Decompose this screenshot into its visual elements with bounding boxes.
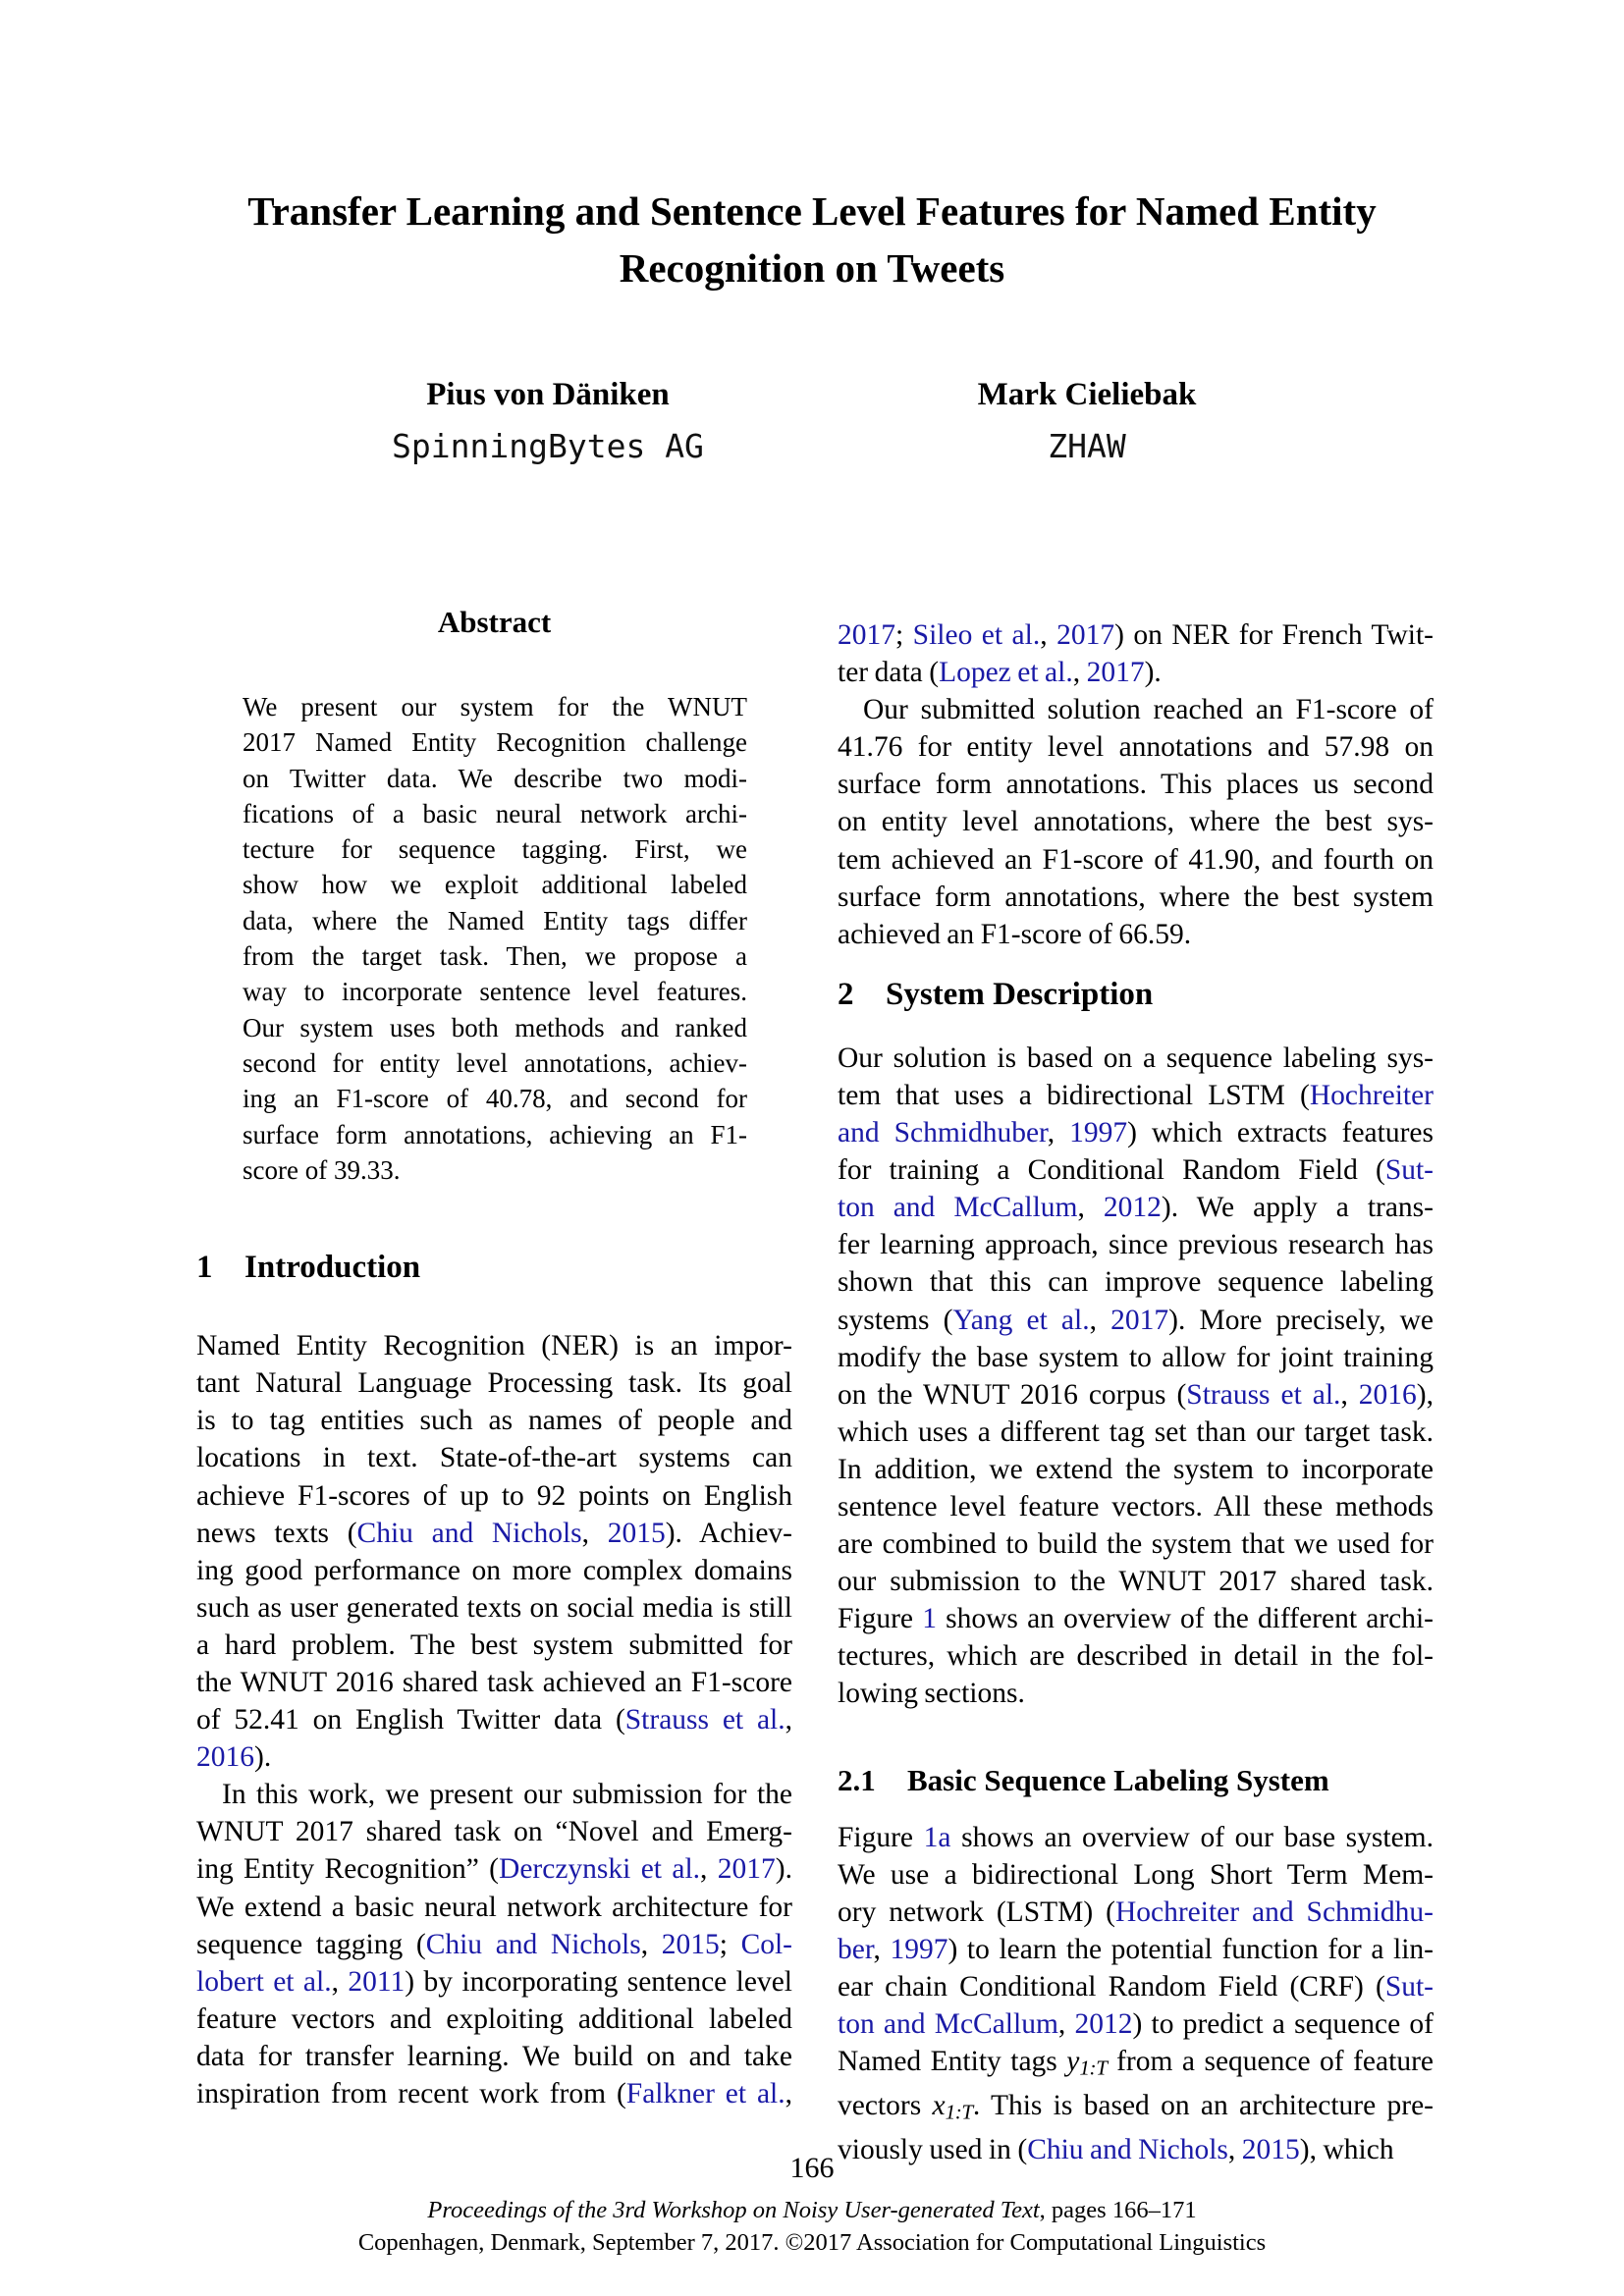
author-name: Mark Cieliebak [977, 377, 1197, 412]
text-line [838, 803, 1434, 840]
text-span: fer learning approach, since previous research has [838, 1229, 1434, 1261]
text-line [838, 1189, 1434, 1226]
text-span: ) which extracts features [1127, 1117, 1434, 1149]
text-span: achieve F1-scores of up to 92 points on English [196, 1479, 792, 1512]
section-number: 1 [196, 1250, 213, 1286]
text-span: In this work, we present our submission for the [222, 1779, 792, 1811]
citation-link[interactable]: Falkner et al. [625, 2078, 785, 2110]
section-heading-system-description [838, 974, 1434, 1015]
section-title: Introduction [244, 1250, 421, 1286]
text-span: shows an overview of the different archi- [936, 1603, 1434, 1635]
text-span: fications of a basic neural network archi- [243, 798, 747, 828]
text-line [196, 1327, 792, 1364]
text-span: surface form annotations, where the best system [838, 881, 1434, 913]
section-number: 2 [838, 976, 854, 1012]
text-line [196, 2075, 792, 2112]
text-line [196, 2001, 792, 2038]
citation-link[interactable]: Chiu and Nichols [356, 1517, 582, 1549]
text-line [838, 1819, 1434, 1856]
text-span: , [1040, 619, 1057, 651]
citation-link[interactable]: and Schmidhuber [838, 1117, 1048, 1149]
text-span: , [1077, 1192, 1104, 1224]
text-span: . This is based on an architecture pre- [972, 2089, 1434, 2121]
subsection-number: 2.1 [838, 1762, 876, 1797]
left-column [196, 604, 792, 2112]
text-span: show how we exploit additional labeled [243, 870, 747, 900]
text-line [838, 1563, 1434, 1600]
text-span: vectors [838, 2089, 933, 2121]
citation-link[interactable]: 2011 [348, 1965, 406, 1998]
text-span: , [1227, 2133, 1242, 2165]
citation-link[interactable]: 1 [922, 1603, 937, 1635]
section-title: System Description [886, 976, 1154, 1012]
text-line [838, 1263, 1434, 1301]
abstract-body [196, 689, 792, 1188]
footer-copyright-line: Copenhagen, Denmark, September 7, 2017. ©2017 Association for Computational Linguistics [357, 2229, 1267, 2256]
text-line [838, 1077, 1434, 1114]
text-span: 1:T [945, 2100, 973, 2124]
text-span: such as user generated texts on social media is still [196, 1591, 792, 1624]
text-span: Our submitted solution reached an F1-score of [863, 694, 1434, 726]
results-paragraph [838, 691, 1434, 953]
text-line [196, 1738, 792, 1776]
citation-link[interactable]: Strauss et al. [1186, 1378, 1341, 1411]
citation-link[interactable]: 2015 [1241, 2133, 1300, 2165]
text-span: , [581, 1517, 608, 1549]
text-span: We extend a basic neural network architecture for [196, 1891, 792, 1923]
text-span: way to incorporate sentence level features. [243, 977, 747, 1007]
text-span: We present our system for the WNUT [243, 692, 747, 721]
text-span: ter data ( [838, 657, 940, 689]
text-span: systems ( [838, 1304, 953, 1336]
citation-link[interactable]: lobert et al. [196, 1965, 332, 1998]
citation-link[interactable]: 2017 [838, 619, 895, 651]
text-span: , [1057, 2008, 1075, 2040]
text-span: ; [719, 1928, 741, 1960]
intro-paragraph-2-continuation [838, 616, 1434, 691]
text-span: Figure [838, 1821, 924, 1853]
text-line [838, 1675, 1434, 1712]
text-span: tectures, which are described in detail in the fol- [838, 1640, 1434, 1673]
text-line [838, 728, 1434, 766]
citation-link[interactable]: Sut- [1384, 1970, 1434, 2002]
text-span: , [640, 1928, 662, 1960]
citation-link[interactable]: 2012 [1074, 2008, 1133, 2040]
text-span: In addition, we extend the system to incorporate [838, 1453, 1434, 1485]
citation-link[interactable]: 1a [923, 1821, 951, 1853]
citation-link[interactable]: ton and McCallum [838, 2008, 1058, 2040]
author-affiliation: ZHAW [1048, 427, 1126, 465]
text-line [196, 1552, 792, 1589]
author-block-2 [861, 375, 1313, 466]
proceedings-pages: , pages 166–171 [1039, 2197, 1197, 2223]
text-span: from a sequence of feature [1107, 2046, 1434, 2078]
text-line [838, 879, 1434, 916]
text-span: ), [1416, 1378, 1434, 1411]
citation-link[interactable]: Hochreiter [1309, 1079, 1434, 1111]
text-span: sequence tagging ( [196, 1928, 426, 1960]
text-span: ) by incorporating sentence level [405, 1965, 792, 1998]
text-line [196, 1477, 792, 1515]
text-line [838, 616, 1434, 654]
author-name: Pius von Däniken [426, 377, 670, 412]
basic-system-paragraph [838, 1819, 1434, 2168]
citation-link[interactable]: Col- [740, 1928, 793, 1960]
citation-link[interactable]: 2015 [607, 1517, 666, 1549]
text-line [243, 1152, 747, 1188]
paper-title-line2: Recognition on Tweets [619, 245, 1005, 291]
text-span: ing Entity Recognition” ( [196, 1853, 500, 1886]
text-span: ) on NER for French Twit- [1114, 619, 1435, 651]
text-span: , [785, 1704, 792, 1736]
text-span: locations in text. State-of-the-art systems can [196, 1442, 792, 1474]
text-span: shows an overview of our base system. [950, 1821, 1435, 1853]
text-span: data, where the Named Entity tags differ [243, 905, 747, 935]
text-span: achieved an F1-score of 66.59. [838, 918, 1192, 950]
text-line [838, 1488, 1434, 1525]
text-line [838, 1856, 1434, 1894]
text-line [838, 2087, 1434, 2131]
text-span: , [1340, 1378, 1359, 1411]
citation-link[interactable]: 2016 [1358, 1378, 1417, 1411]
text-line [243, 903, 747, 938]
text-line [243, 1045, 747, 1081]
text-span: tecture for sequence tagging. First, we [243, 834, 747, 865]
author-block-1 [322, 375, 774, 466]
citation-link[interactable]: Chiu and Nichols [1027, 2133, 1228, 2165]
text-span: viously used in ( [838, 2133, 1028, 2165]
citation-link[interactable]: 2017 [717, 1853, 776, 1886]
text-span: ory network (LSTM) ( [838, 1896, 1115, 1928]
text-span: y [1066, 2046, 1080, 2078]
text-span: 1:T [1079, 2056, 1108, 2080]
text-line [838, 2043, 1434, 2087]
citation-link[interactable]: Strauss et al. [624, 1704, 785, 1736]
text-span: sentence level feature vectors. All these methods [838, 1490, 1434, 1522]
text-span: , [785, 2078, 792, 2110]
citation-link[interactable]: ber [838, 1933, 874, 1965]
text-line [196, 1627, 792, 1664]
text-line [243, 1117, 747, 1152]
author-affiliation: SpinningBytes AG [392, 427, 704, 465]
text-span: second for entity level annotations, achiev- [243, 1047, 747, 1078]
text-span: surface form annotations. This places us second [838, 769, 1434, 801]
text-line [838, 1968, 1434, 2005]
text-span: ). More precisely, we [1168, 1304, 1434, 1336]
text-span: Our system uses both methods and ranked [243, 1012, 747, 1042]
page-number: 166 [789, 2152, 835, 2184]
text-span: Our solution is based on a sequence labeling sys- [838, 1041, 1434, 1074]
text-span: , [1072, 657, 1087, 689]
text-line [196, 1701, 792, 1738]
citation-link[interactable]: 2016 [196, 1741, 254, 1774]
text-line [838, 1339, 1434, 1376]
text-span: , [331, 1965, 349, 1998]
text-span: ). We apply a trans- [1161, 1192, 1434, 1224]
text-line [196, 1963, 792, 2001]
text-span: our submission to the WNUT 2017 shared task. [838, 1566, 1434, 1598]
text-line [196, 1589, 792, 1627]
system-description-paragraph [838, 1040, 1434, 1713]
text-span: ). [1144, 657, 1162, 689]
citation-link[interactable]: 2017 [1056, 619, 1115, 651]
text-line [838, 916, 1434, 953]
text-span: news texts ( [196, 1517, 357, 1549]
text-line [243, 867, 747, 902]
text-line [196, 1776, 792, 1813]
text-line [243, 724, 747, 760]
citation-link[interactable]: Yang et al. [952, 1304, 1090, 1336]
text-span: x [932, 2089, 946, 2121]
text-span: tem that uses a bidirectional LSTM ( [838, 1079, 1310, 1111]
text-line [838, 1302, 1434, 1339]
text-line [196, 1402, 792, 1439]
text-line [243, 689, 747, 724]
text-line [838, 1637, 1434, 1675]
text-span: shown that this can improve sequence labeling [838, 1266, 1434, 1299]
text-line [196, 1364, 792, 1402]
text-line [838, 1114, 1434, 1151]
citation-link[interactable]: 2012 [1103, 1192, 1162, 1224]
citation-link[interactable]: Lopez et al. [939, 657, 1073, 689]
text-span: is to tag entities such as names of people and [196, 1405, 792, 1437]
text-span: ing good performance on more complex domains [196, 1554, 792, 1586]
text-span: ; [895, 619, 913, 651]
text-span: 41.76 for entity level annotations and 57.98 on [838, 731, 1434, 764]
text-span: We use a bidirectional Long Short Term Mem- [838, 1858, 1434, 1891]
text-span: , [700, 1853, 718, 1886]
text-line [196, 1813, 792, 1850]
text-line [196, 1889, 792, 1926]
text-span: from the target task. Then, we propose a [243, 941, 747, 972]
text-line [838, 766, 1434, 803]
text-span: tem achieved an F1-score of 41.90, and fourth on [838, 843, 1434, 876]
right-column [838, 609, 1434, 2168]
text-line [838, 1931, 1434, 1968]
text-line [243, 1081, 747, 1116]
text-line [838, 1226, 1434, 1263]
text-span: , [1047, 1117, 1070, 1149]
text-span: surface form annotations, achieving an F1- [243, 1119, 747, 1149]
text-line [243, 974, 747, 1009]
text-span: ing an F1-score of 40.78, and second for [243, 1084, 747, 1114]
text-span: 2017 Named Entity Recognition challenge [243, 727, 747, 758]
text-line [243, 796, 747, 831]
text-line [838, 1525, 1434, 1563]
citation-link[interactable]: ton and McCallum [838, 1192, 1078, 1224]
text-line [243, 761, 747, 796]
citation-link[interactable]: 2015 [661, 1928, 720, 1960]
text-line [838, 691, 1434, 728]
text-line [838, 2005, 1434, 2043]
text-line [838, 1414, 1434, 1451]
paper-title [0, 183, 1624, 296]
text-span: ), which [1299, 2133, 1394, 2165]
footer-proceedings-line [0, 2197, 1624, 2224]
text-line [243, 831, 747, 867]
intro-paragraph-2 [196, 1776, 792, 2112]
text-span: inspiration from recent work from ( [196, 2078, 626, 2110]
text-span: ) to predict a sequence of [1132, 2008, 1434, 2040]
section-heading-introduction [196, 1247, 792, 1288]
subsection-title: Basic Sequence Labeling System [907, 1762, 1329, 1797]
text-line [838, 1451, 1434, 1488]
text-line [196, 1664, 792, 1701]
text-line [243, 1010, 747, 1045]
citation-link[interactable]: 1997 [1069, 1117, 1128, 1149]
text-span: ). [775, 1853, 792, 1886]
text-span: ear chain Conditional Random Field (CRF) ( [838, 1970, 1385, 2002]
text-line [838, 841, 1434, 879]
text-span: on entity level annotations, where the best sys- [838, 806, 1434, 838]
citation-link[interactable]: 2017 [1110, 1304, 1169, 1336]
text-span: are combined to build the system that we used for [838, 1528, 1434, 1561]
text-span: which uses a different tag set than our target task. [838, 1415, 1434, 1448]
text-span: on the WNUT 2016 corpus ( [838, 1378, 1187, 1411]
citation-link[interactable]: 1997 [890, 1933, 948, 1965]
text-span: a hard problem. The best system submitted for [196, 1629, 792, 1661]
text-line [838, 1600, 1434, 1637]
intro-paragraph-1 [196, 1327, 792, 1776]
text-span: ). Achiev- [665, 1517, 792, 1549]
text-line [243, 938, 747, 974]
text-line [838, 1151, 1434, 1189]
text-line [196, 1850, 792, 1888]
text-span: Named Entity Recognition (NER) is an impor- [196, 1330, 792, 1362]
text-span: for training a Conditional Random Field ( [838, 1154, 1385, 1187]
text-span: modify the base system to allow for joint training [838, 1341, 1434, 1373]
citation-link[interactable]: Sileo et al. [912, 619, 1041, 651]
text-span: score of 39.33. [243, 1154, 401, 1185]
text-span: of 52.41 on English Twitter data ( [196, 1704, 625, 1736]
text-span: data for transfer learning. We build on and take [196, 2040, 792, 2072]
citation-link[interactable]: Sut- [1384, 1154, 1434, 1187]
text-span: ). [254, 1741, 272, 1774]
text-span: , [873, 1933, 891, 1965]
text-span: tant Natural Language Processing task. Its goal [196, 1367, 792, 1400]
text-line [838, 1376, 1434, 1414]
text-line [196, 1926, 792, 1963]
text-span: on Twitter data. We describe two modi- [243, 763, 747, 793]
text-line [196, 2038, 792, 2075]
text-span: , [1089, 1304, 1111, 1336]
abstract-heading: Abstract [437, 605, 552, 639]
subsection-heading-basic-sequence-labeling [838, 1762, 1434, 1799]
text-line [838, 1040, 1434, 1077]
text-line [838, 654, 1434, 691]
citation-link[interactable]: Hochreiter and Schmidhu- [1114, 1896, 1435, 1928]
text-line [838, 1894, 1434, 1931]
text-span: WNUT 2017 shared task on “Novel and Emerg- [196, 1816, 792, 1848]
text-span: Named Entity tags [838, 2046, 1067, 2078]
paper-title-line1: Transfer Learning and Sentence Level Features for Named Entity [247, 188, 1377, 234]
proceedings-title: Proceedings of the 3rd Workshop on Noisy User-generated Text [427, 2197, 1040, 2223]
text-line [196, 1439, 792, 1476]
text-line [196, 1515, 792, 1552]
text-span: lowing sections. [838, 1678, 1025, 1710]
text-span: ) to learn the potential function for a lin- [947, 1933, 1434, 1965]
citation-link[interactable]: Chiu and Nichols [425, 1928, 641, 1960]
text-span: feature vectors and exploiting additional labeled [196, 2002, 792, 2035]
text-span: the WNUT 2016 shared task achieved an F1-score [196, 1667, 792, 1698]
citation-link[interactable]: Derczynski et al. [499, 1853, 701, 1886]
text-span: Figure [838, 1603, 923, 1635]
citation-link[interactable]: 2017 [1086, 657, 1145, 689]
